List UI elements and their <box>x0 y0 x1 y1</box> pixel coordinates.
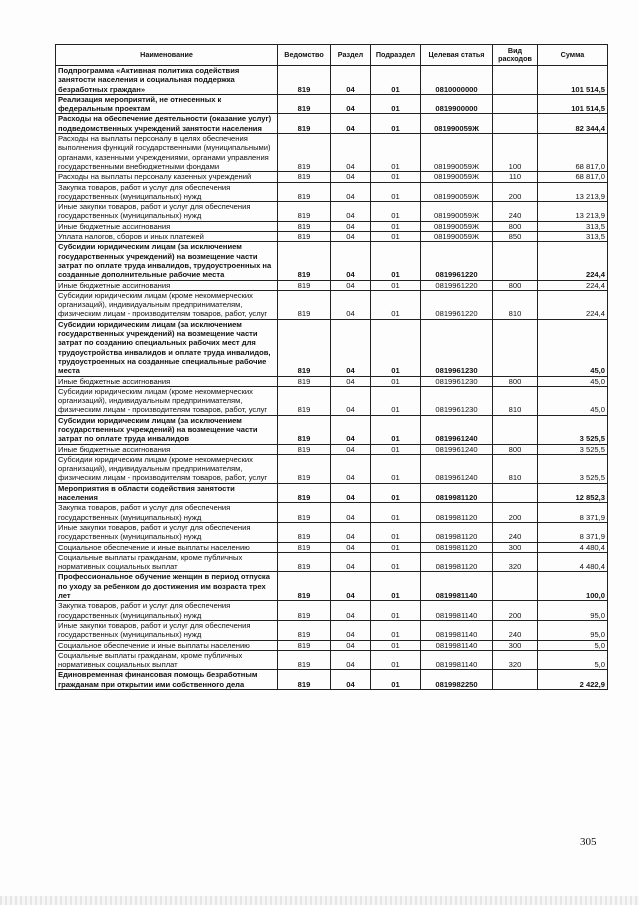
table-row <box>56 172 608 182</box>
table-row <box>56 134 608 172</box>
cell-target: 0819981120 <box>421 552 493 572</box>
cell-name: Субсидии юридическим лицам (за исключением государственных учреждений) на возмещение части затрат по оплате труда инвалидов <box>56 415 278 444</box>
cell-target: 081990059Ж <box>421 221 493 231</box>
table-row <box>56 454 608 483</box>
cell-name: Иные бюджетные ассигнования <box>56 376 278 386</box>
table-row <box>56 114 608 134</box>
cell-target: 0819961240 <box>421 415 493 444</box>
cell-name: Иные закупки товаров, работ и услуг для обеспечения государственных (муниципальных) нужд <box>56 620 278 640</box>
cell-subsection: 01 <box>371 66 421 95</box>
cell-subsection: 01 <box>371 232 421 242</box>
cell-name: Мероприятия в области содействия занятости населения <box>56 483 278 503</box>
cell-subsection: 01 <box>371 242 421 280</box>
table-row <box>56 290 608 319</box>
table-row <box>56 620 608 640</box>
table-row <box>56 202 608 222</box>
table-row <box>56 376 608 386</box>
cell-expense: 200 <box>493 601 538 621</box>
cell-target: 0819981120 <box>421 522 493 542</box>
cell-agency: 819 <box>278 572 331 601</box>
cell-sum: 13 213,9 <box>538 202 608 222</box>
cell-sum: 3 525,5 <box>538 415 608 444</box>
cell-target: 0819981120 <box>421 503 493 523</box>
cell-expense: 200 <box>493 182 538 202</box>
cell-sum: 13 213,9 <box>538 182 608 202</box>
cell-agency: 819 <box>278 444 331 454</box>
cell-target: 0819981140 <box>421 650 493 670</box>
cell-expense: 800 <box>493 221 538 231</box>
cell-agency: 819 <box>278 376 331 386</box>
table-row <box>56 650 608 670</box>
cell-expense <box>493 572 538 601</box>
cell-sum: 101 514,5 <box>538 94 608 114</box>
cell-agency: 819 <box>278 650 331 670</box>
cell-expense: 320 <box>493 650 538 670</box>
cell-expense <box>493 94 538 114</box>
cell-target: 0819981140 <box>421 620 493 640</box>
cell-agency: 819 <box>278 454 331 483</box>
cell-section: 04 <box>331 232 371 242</box>
cell-agency: 819 <box>278 503 331 523</box>
cell-agency: 819 <box>278 552 331 572</box>
cell-subsection: 01 <box>371 454 421 483</box>
cell-name: Расходы на выплаты персоналу в целях обеспечения выполнения функций государственными (муниципальными) органами, казенными учреждениями, органами управления государственными внебюджетными фондами <box>56 134 278 172</box>
header-name: Наименование <box>56 45 278 66</box>
cell-expense: 810 <box>493 386 538 415</box>
cell-name: Субсидии юридическим лицам (кроме некоммерческих организаций), индивидуальным предпринимателям, физическим лицам - производителям товаров, работ, услуг <box>56 386 278 415</box>
cell-section: 04 <box>331 280 371 290</box>
table-row <box>56 319 608 376</box>
table-row <box>56 182 608 202</box>
table-row <box>56 232 608 242</box>
cell-sum: 82 344,4 <box>538 114 608 134</box>
cell-expense <box>493 319 538 376</box>
cell-name: Профессиональное обучение женщин в период отпуска по уходу за ребенком до достижения им возраста трех лет <box>56 572 278 601</box>
table-row <box>56 640 608 650</box>
cell-target: 0819961230 <box>421 376 493 386</box>
header-subsection: Подраздел <box>371 45 421 66</box>
cell-name: Субсидии юридическим лицам (кроме некоммерческих организаций), индивидуальным предпринимателям, физическим лицам - производителям товаров, работ, услуг <box>56 454 278 483</box>
cell-subsection: 01 <box>371 94 421 114</box>
cell-sum: 4 480,4 <box>538 552 608 572</box>
cell-subsection: 01 <box>371 134 421 172</box>
cell-agency: 819 <box>278 319 331 376</box>
cell-subsection: 01 <box>371 640 421 650</box>
cell-sum: 8 371,9 <box>538 522 608 542</box>
cell-name: Расходы на обеспечение деятельности (оказание услуг) подведомственных учреждений занятости населения <box>56 114 278 134</box>
cell-sum: 5,0 <box>538 650 608 670</box>
budget-table <box>55 44 608 690</box>
cell-expense: 850 <box>493 232 538 242</box>
cell-section: 04 <box>331 572 371 601</box>
cell-section: 04 <box>331 415 371 444</box>
table-row <box>56 280 608 290</box>
cell-sum: 68 817,0 <box>538 134 608 172</box>
cell-expense: 110 <box>493 172 538 182</box>
cell-expense <box>493 114 538 134</box>
cell-subsection: 01 <box>371 182 421 202</box>
cell-sum: 313,5 <box>538 232 608 242</box>
table-row <box>56 522 608 542</box>
scan-edge <box>0 896 639 905</box>
cell-name: Субсидии юридическим лицам (за исключением государственных учреждений) на возмещение части затрат по оплате труда инвалидов, трудоустроенных на созданные дополнительные рабочие места <box>56 242 278 280</box>
cell-expense: 800 <box>493 444 538 454</box>
cell-name: Социальные выплаты гражданам, кроме публичных нормативных социальных выплат <box>56 552 278 572</box>
page-number: 305 <box>580 836 597 848</box>
cell-target: 0819961240 <box>421 454 493 483</box>
cell-subsection: 01 <box>371 376 421 386</box>
cell-section: 04 <box>331 650 371 670</box>
cell-sum: 101 514,5 <box>538 66 608 95</box>
cell-expense <box>493 670 538 690</box>
cell-agency: 819 <box>278 221 331 231</box>
cell-agency: 819 <box>278 522 331 542</box>
cell-expense: 100 <box>493 134 538 172</box>
cell-section: 04 <box>331 182 371 202</box>
table-row <box>56 386 608 415</box>
cell-name: Социальные выплаты гражданам, кроме публичных нормативных социальных выплат <box>56 650 278 670</box>
header-expense: Вид расходов <box>493 45 538 66</box>
cell-subsection: 01 <box>371 114 421 134</box>
cell-name: Уплата налогов, сборов и иных платежей <box>56 232 278 242</box>
cell-name: Закупка товаров, работ и услуг для обеспечения государственных (муниципальных) нужд <box>56 601 278 621</box>
cell-name: Иные бюджетные ассигнования <box>56 444 278 454</box>
cell-expense <box>493 483 538 503</box>
cell-target: 0819981140 <box>421 601 493 621</box>
cell-expense: 240 <box>493 620 538 640</box>
cell-name: Закупка товаров, работ и услуг для обеспечения государственных (муниципальных) нужд <box>56 503 278 523</box>
cell-target: 0819981120 <box>421 483 493 503</box>
cell-subsection: 01 <box>371 483 421 503</box>
cell-expense <box>493 66 538 95</box>
cell-expense: 320 <box>493 552 538 572</box>
cell-expense: 810 <box>493 454 538 483</box>
cell-section: 04 <box>331 542 371 552</box>
table-row <box>56 483 608 503</box>
cell-sum: 313,5 <box>538 221 608 231</box>
cell-target: 0819981140 <box>421 640 493 650</box>
cell-subsection: 01 <box>371 202 421 222</box>
table-row <box>56 444 608 454</box>
cell-section: 04 <box>331 454 371 483</box>
table-body <box>56 66 608 690</box>
cell-section: 04 <box>331 172 371 182</box>
header-section: Раздел <box>331 45 371 66</box>
cell-expense: 800 <box>493 280 538 290</box>
cell-agency: 819 <box>278 542 331 552</box>
cell-name: Иные закупки товаров, работ и услуг для обеспечения государственных (муниципальных) нужд <box>56 202 278 222</box>
cell-sum: 5,0 <box>538 640 608 650</box>
cell-subsection: 01 <box>371 221 421 231</box>
cell-agency: 819 <box>278 640 331 650</box>
cell-sum: 45,0 <box>538 319 608 376</box>
cell-agency: 819 <box>278 172 331 182</box>
cell-subsection: 01 <box>371 319 421 376</box>
cell-agency: 819 <box>278 182 331 202</box>
cell-agency: 819 <box>278 66 331 95</box>
cell-name: Субсидии юридическим лицам (за исключением государственных учреждений) на возмещение части затрат по созданию специальных рабочих мест для трудоустройства инвалидов и оплате труда инвалидов, трудоустроенных на созданные специальные рабочие места <box>56 319 278 376</box>
cell-agency: 819 <box>278 290 331 319</box>
cell-agency: 819 <box>278 670 331 690</box>
cell-name: Реализация мероприятий, не отнесенных к федеральным проектам <box>56 94 278 114</box>
cell-expense <box>493 415 538 444</box>
cell-sum: 3 525,5 <box>538 444 608 454</box>
cell-subsection: 01 <box>371 503 421 523</box>
cell-sum: 68 817,0 <box>538 172 608 182</box>
cell-subsection: 01 <box>371 601 421 621</box>
cell-name: Иные бюджетные ассигнования <box>56 280 278 290</box>
table-row <box>56 670 608 690</box>
cell-section: 04 <box>331 386 371 415</box>
cell-agency: 819 <box>278 114 331 134</box>
cell-target: 0819961230 <box>421 386 493 415</box>
cell-sum: 100,0 <box>538 572 608 601</box>
cell-section: 04 <box>331 376 371 386</box>
header-target: Целевая статья <box>421 45 493 66</box>
cell-expense: 800 <box>493 376 538 386</box>
cell-subsection: 01 <box>371 172 421 182</box>
cell-name: Расходы на выплаты персоналу казенных учреждений <box>56 172 278 182</box>
cell-agency: 819 <box>278 134 331 172</box>
cell-section: 04 <box>331 483 371 503</box>
cell-expense: 240 <box>493 522 538 542</box>
cell-section: 04 <box>331 620 371 640</box>
cell-name: Социальное обеспечение и иные выплаты населению <box>56 542 278 552</box>
cell-sum: 95,0 <box>538 620 608 640</box>
cell-target: 0819981120 <box>421 542 493 552</box>
cell-name: Закупка товаров, работ и услуг для обеспечения государственных (муниципальных) нужд <box>56 182 278 202</box>
cell-target: 0810000000 <box>421 66 493 95</box>
cell-section: 04 <box>331 134 371 172</box>
cell-agency: 819 <box>278 415 331 444</box>
cell-target: 081990059Ж <box>421 232 493 242</box>
cell-name: Иные бюджетные ассигнования <box>56 221 278 231</box>
cell-section: 04 <box>331 114 371 134</box>
cell-target: 0819981140 <box>421 572 493 601</box>
cell-agency: 819 <box>278 483 331 503</box>
cell-subsection: 01 <box>371 444 421 454</box>
cell-target: 081990059Ж <box>421 172 493 182</box>
cell-section: 04 <box>331 522 371 542</box>
cell-agency: 819 <box>278 620 331 640</box>
cell-subsection: 01 <box>371 650 421 670</box>
cell-section: 04 <box>331 670 371 690</box>
cell-subsection: 01 <box>371 290 421 319</box>
cell-sum: 8 371,9 <box>538 503 608 523</box>
cell-target: 0819961220 <box>421 242 493 280</box>
cell-sum: 45,0 <box>538 376 608 386</box>
table-row <box>56 221 608 231</box>
cell-agency: 819 <box>278 386 331 415</box>
cell-target: 081990059Ж <box>421 114 493 134</box>
cell-subsection: 01 <box>371 552 421 572</box>
cell-section: 04 <box>331 601 371 621</box>
cell-section: 04 <box>331 94 371 114</box>
cell-subsection: 01 <box>371 280 421 290</box>
cell-name: Единовременная финансовая помощь безработным гражданам при открытии ими собственного дела <box>56 670 278 690</box>
cell-section: 04 <box>331 221 371 231</box>
table-row <box>56 542 608 552</box>
cell-target: 0819961220 <box>421 290 493 319</box>
cell-name: Подпрограмма «Активная политика содействия занятости населения и социальная поддержка безработных граждан» <box>56 66 278 95</box>
cell-section: 04 <box>331 444 371 454</box>
cell-name: Субсидии юридическим лицам (кроме некоммерческих организаций), индивидуальным предпринимателям, физическим лицам - производителям товаров, работ, услуг <box>56 290 278 319</box>
cell-expense: 300 <box>493 542 538 552</box>
cell-section: 04 <box>331 290 371 319</box>
table-row <box>56 415 608 444</box>
cell-subsection: 01 <box>371 522 421 542</box>
cell-expense: 200 <box>493 503 538 523</box>
cell-section: 04 <box>331 242 371 280</box>
cell-target: 081990059Ж <box>421 134 493 172</box>
cell-agency: 819 <box>278 242 331 280</box>
cell-sum: 95,0 <box>538 601 608 621</box>
cell-sum: 12 852,3 <box>538 483 608 503</box>
cell-name: Социальное обеспечение и иные выплаты населению <box>56 640 278 650</box>
table-row <box>56 601 608 621</box>
cell-agency: 819 <box>278 601 331 621</box>
cell-sum: 224,4 <box>538 290 608 319</box>
cell-sum: 224,4 <box>538 242 608 280</box>
cell-sum: 2 422,9 <box>538 670 608 690</box>
table-header-row <box>56 45 608 66</box>
cell-section: 04 <box>331 66 371 95</box>
header-agency: Ведомство <box>278 45 331 66</box>
table-row <box>56 94 608 114</box>
cell-target: 081990059Ж <box>421 202 493 222</box>
table-row <box>56 242 608 280</box>
table-row <box>56 503 608 523</box>
cell-section: 04 <box>331 319 371 376</box>
cell-expense: 240 <box>493 202 538 222</box>
cell-subsection: 01 <box>371 542 421 552</box>
table-row <box>56 572 608 601</box>
cell-agency: 819 <box>278 280 331 290</box>
cell-section: 04 <box>331 552 371 572</box>
cell-subsection: 01 <box>371 670 421 690</box>
cell-subsection: 01 <box>371 572 421 601</box>
cell-target: 0819900000 <box>421 94 493 114</box>
cell-expense: 300 <box>493 640 538 650</box>
cell-subsection: 01 <box>371 620 421 640</box>
cell-target: 0819982250 <box>421 670 493 690</box>
cell-subsection: 01 <box>371 415 421 444</box>
cell-sum: 3 525,5 <box>538 454 608 483</box>
cell-name: Иные закупки товаров, работ и услуг для обеспечения государственных (муниципальных) нужд <box>56 522 278 542</box>
cell-target: 0819961230 <box>421 319 493 376</box>
cell-section: 04 <box>331 202 371 222</box>
cell-target: 0819961220 <box>421 280 493 290</box>
cell-sum: 4 480,4 <box>538 542 608 552</box>
cell-agency: 819 <box>278 202 331 222</box>
cell-expense: 810 <box>493 290 538 319</box>
table-row <box>56 66 608 95</box>
cell-target: 0819961240 <box>421 444 493 454</box>
cell-subsection: 01 <box>371 386 421 415</box>
cell-expense <box>493 242 538 280</box>
cell-agency: 819 <box>278 94 331 114</box>
cell-sum: 224,4 <box>538 280 608 290</box>
cell-sum: 45,0 <box>538 386 608 415</box>
cell-section: 04 <box>331 640 371 650</box>
cell-agency: 819 <box>278 232 331 242</box>
header-sum: Сумма <box>538 45 608 66</box>
table-row <box>56 552 608 572</box>
cell-section: 04 <box>331 503 371 523</box>
cell-target: 081990059Ж <box>421 182 493 202</box>
